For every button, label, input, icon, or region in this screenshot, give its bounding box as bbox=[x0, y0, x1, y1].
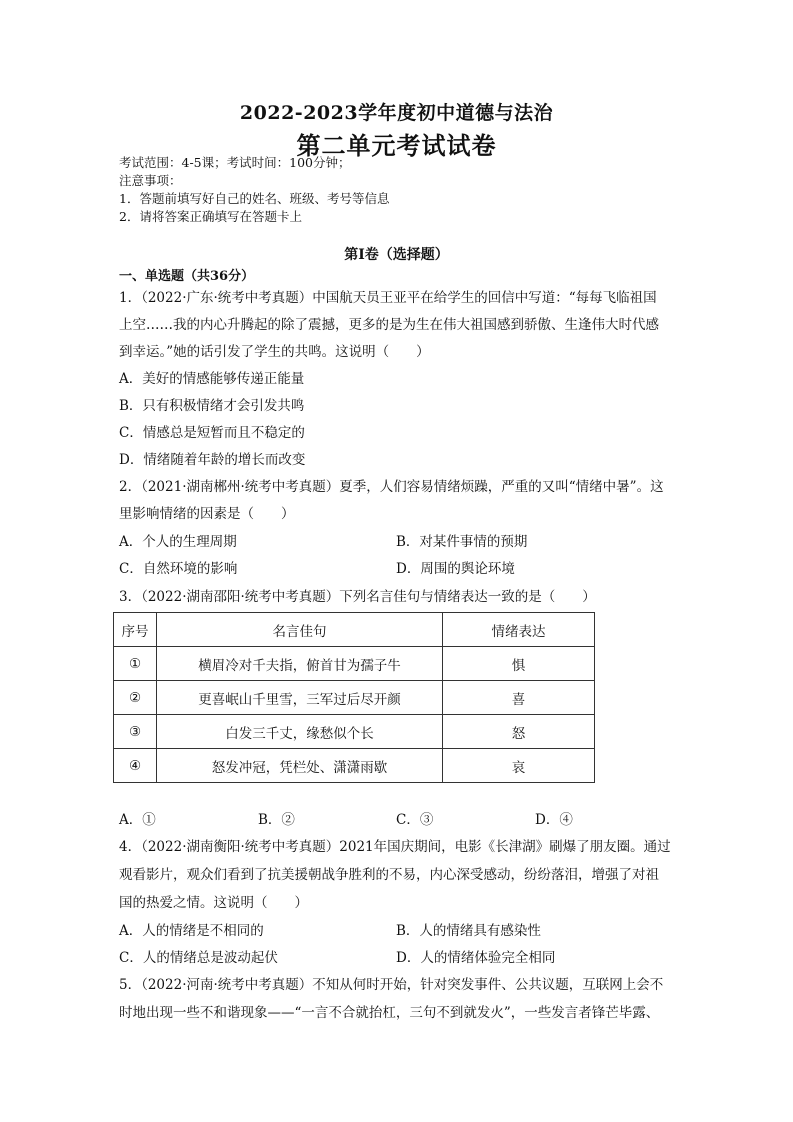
q2-option-c: C．自然环境的影响 bbox=[119, 561, 238, 577]
q1-stem-line-1: 1．（2022·广东·统考中考真题）中国航天员王亚平在给学生的回信中写道：“每每飞临祖国 bbox=[119, 290, 657, 306]
q3-option-d: D．④ bbox=[535, 812, 573, 828]
notice-item-2: 2．请将答案正确填写在答题卡上 bbox=[119, 209, 302, 224]
q4-option-b: B．人的情绪具有感染性 bbox=[396, 923, 541, 939]
q2-stem-line-1: 2．（2021·湖南郴州·统考中考真题）夏季，人们容易情绪烦躁，严重的又叫“情绪中暑”。这 bbox=[119, 479, 664, 495]
q5-stem-line-1: 5．（2022·河南·统考中考真题）不知从何时开始，针对突发事件、公共议题，互联网上会不 bbox=[119, 977, 664, 993]
q1-option-d: D．情绪随着年龄的增长而改变 bbox=[119, 452, 306, 468]
table-cell: ④ bbox=[114, 749, 157, 783]
q4-stem-line-3: 国的热爱之情。这说明（ ） bbox=[119, 895, 308, 911]
section-title: 第I卷（选择题） bbox=[344, 247, 449, 263]
q1-option-b: B．只有积极情绪才会引发共鸣 bbox=[119, 398, 305, 414]
exam-title-line1: 2022-2023学年度初中道德与法治 bbox=[239, 102, 554, 124]
table-cell: 更喜岷山千里雪，三军过后尽开颜 bbox=[157, 681, 443, 715]
q4-option-c: C．人的情绪总是波动起伏 bbox=[119, 950, 278, 966]
table-cell: 喜 bbox=[443, 681, 595, 715]
q3-stem-line-1: 3．（2022·湖南邵阳·统考中考真题）下列名言佳句与情绪表达一致的是（ ） bbox=[119, 589, 596, 605]
table-cell: ③ bbox=[114, 715, 157, 749]
part-heading: 一、单选题（共36分） bbox=[119, 269, 255, 284]
table-cell: 怒发冲冠，凭栏处、潇潇雨歇 bbox=[157, 749, 443, 783]
q4-stem-line-1: 4．（2022·湖南衡阳·统考中考真题）2021年国庆期间，电影《长津湖》刷爆了朋友圈。通过 bbox=[119, 839, 671, 855]
q2-option-b: B．对某件事情的预期 bbox=[396, 534, 528, 550]
q4-option-a: A．人的情绪是不相同的 bbox=[119, 923, 264, 939]
notice-heading: 注意事项： bbox=[119, 173, 182, 188]
q1-option-c: C．情感总是短暂而且不稳定的 bbox=[119, 425, 305, 441]
table-row bbox=[114, 681, 595, 715]
q1-option-a: A．美好的情感能够传递正能量 bbox=[119, 371, 305, 387]
q3-option-c: C．③ bbox=[396, 812, 434, 828]
table-cell: 怒 bbox=[443, 715, 595, 749]
q5-stem-line-2: 时地出现一些不和谐现象——“一言不合就抬杠，三句不到就发火”，一些发言者锋芒毕露、 bbox=[119, 1005, 660, 1021]
table-cell: ① bbox=[114, 647, 157, 681]
exam-title-line2: 第二单元考试试卷 bbox=[296, 131, 497, 160]
q3-option-a: A．① bbox=[119, 812, 156, 828]
q4-stem-line-2: 观看影片，观众们看到了抗美援朝战争胜利的不易，内心深受感动，纷纷落泪，增强了对祖 bbox=[119, 867, 659, 883]
notice-item-1: 1．答题前填写好自己的姓名、班级、考号等信息 bbox=[119, 191, 390, 206]
table-cell: 白发三千丈，缘愁似个长 bbox=[157, 715, 443, 749]
q2-option-a: A．个人的生理周期 bbox=[119, 534, 237, 550]
table-cell: 哀 bbox=[443, 749, 595, 783]
table-cell: 横眉冷对千夫指，俯首甘为孺子牛 bbox=[157, 647, 443, 681]
table-row bbox=[114, 647, 595, 681]
table-row bbox=[114, 715, 595, 749]
table-row bbox=[114, 749, 595, 783]
q3-option-b: B．② bbox=[258, 812, 295, 828]
table-cell: 惧 bbox=[443, 647, 595, 681]
q1-stem-line-2: 上空……我的内心升腾起的除了震撼，更多的是为生在伟大祖国感到骄傲、生逢伟大时代感 bbox=[119, 317, 659, 333]
q3-quote-table bbox=[113, 612, 595, 783]
table-header-cell: 名言佳句 bbox=[157, 613, 443, 647]
table-cell: ② bbox=[114, 681, 157, 715]
q2-option-d: D．周围的舆论环境 bbox=[396, 561, 515, 577]
q4-option-d: D．人的情绪体验完全相同 bbox=[396, 950, 556, 966]
q1-stem-line-3: 到幸运。”她的话引发了学生的共鸣。这说明（ ） bbox=[119, 344, 430, 360]
exam-range-info: 考试范围：4-5课；考试时间：100分钟； bbox=[119, 155, 351, 170]
q2-stem-line-2: 里影响情绪的因素是（ ） bbox=[119, 506, 295, 522]
table-header-cell: 情绪表达 bbox=[443, 613, 595, 647]
table-header-cell: 序号 bbox=[114, 613, 157, 647]
table-header-row bbox=[114, 613, 595, 647]
